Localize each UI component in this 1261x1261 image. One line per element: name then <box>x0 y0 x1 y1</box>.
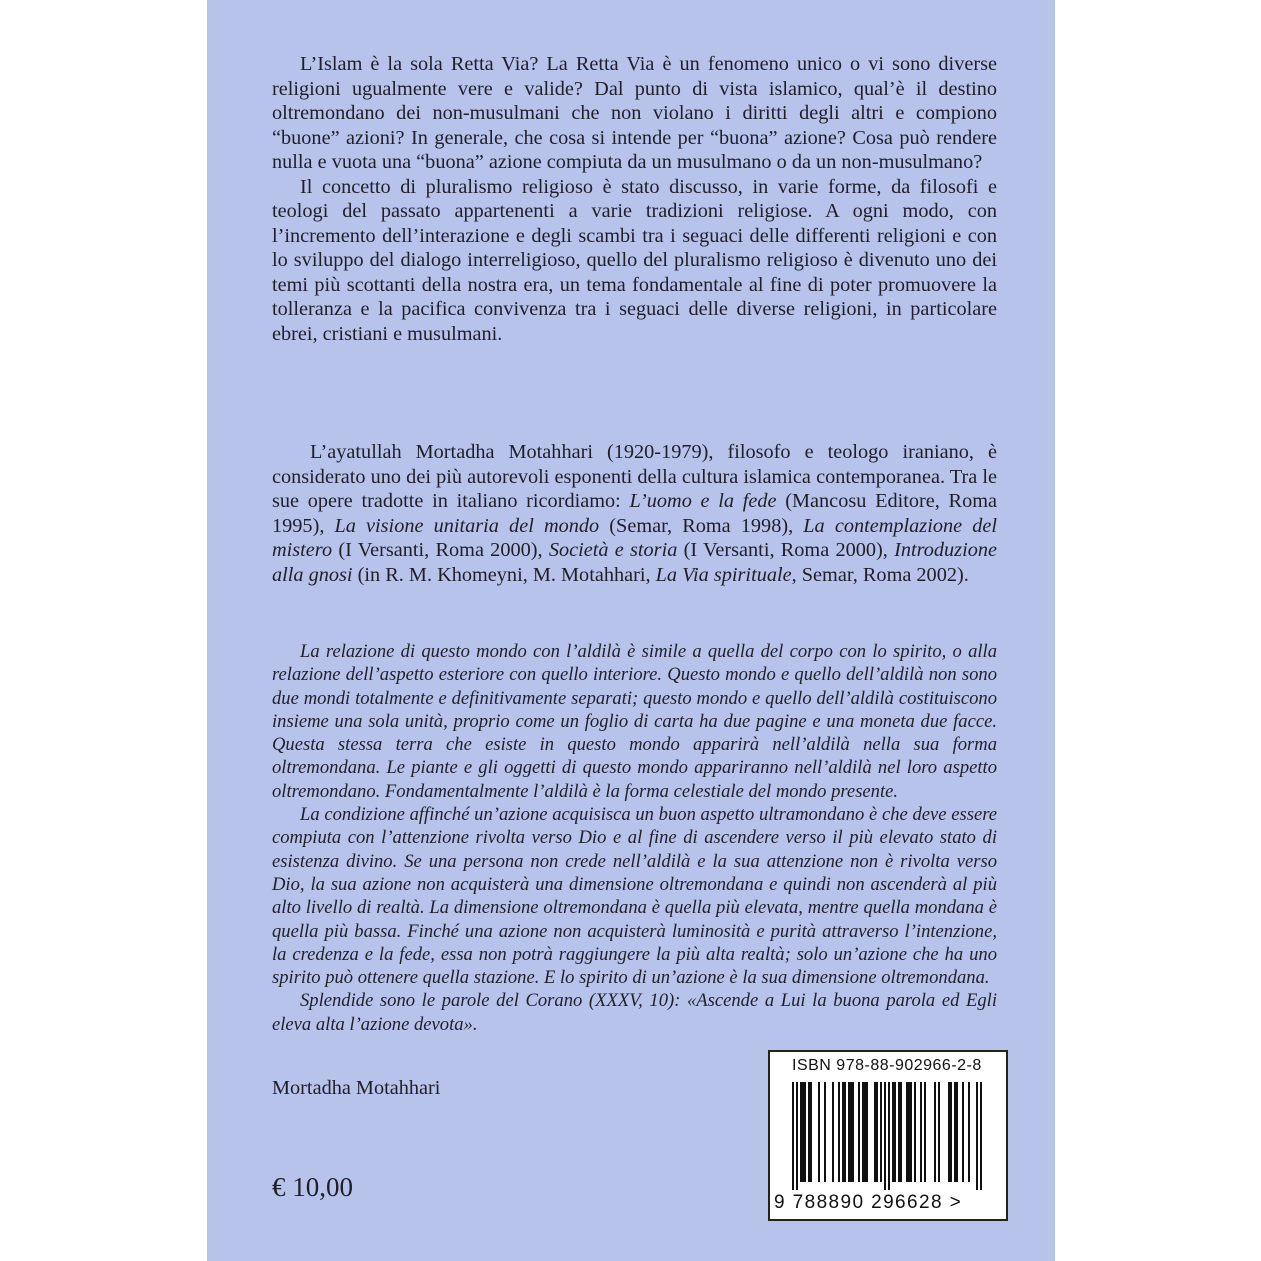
intro-paragraph: Il concetto di pluralismo religioso è stato discusso, in varie forme, da filosofi e teologi del passato appartenenti a varie tradizioni religiose. A ogni modo, con l’incremento dell’interazione e degli scambi tra i seguaci delle differenti religioni e con lo sviluppo del dialogo interreligioso, quello del pluralismo religioso è divenuto uno dei temi più scottanti della nostra era, un tema fondamentale al fine di poter promuovere la tolleranza e la pacifica convivenza tra i seguaci delle diverse religioni, in particolare ebrei, cristiani e musulmani. <box>272 175 997 345</box>
bio-text: , Semar, Roma 2002). <box>791 563 969 586</box>
bio-text: (I Versanti, Roma 2000), <box>332 539 549 561</box>
barcode-bar <box>938 1082 940 1182</box>
back-cover <box>207 0 1055 1261</box>
barcode-bar <box>842 1082 844 1182</box>
book-title: La contemplazione del mistero <box>272 514 997 561</box>
barcode-bar <box>832 1082 834 1182</box>
barcode-bar <box>850 1082 852 1182</box>
barcode-bar <box>848 1082 850 1182</box>
price: € 10,00 <box>272 1172 353 1202</box>
barcode-bar <box>804 1082 806 1182</box>
barcode-bar <box>810 1082 812 1182</box>
barcode-bar <box>894 1082 896 1182</box>
barcode-bar <box>808 1082 810 1182</box>
barcode-bar <box>796 1082 798 1190</box>
barcode-bar <box>884 1082 886 1190</box>
book-title: L’uomo e la fede <box>629 490 777 512</box>
barcode-bar <box>924 1082 926 1182</box>
quote-paragraph: La condizione affinché un’azione acquisisca un buon aspetto ultramondano è che deve essere compiuta con l’attenzione rivolta verso Dio e al fine di ascendere verso il più elevato stato di esistenza divino. Se una persona non crede nell’aldilà e la sua attenzione non è rivolta verso Dio, la sua azione non acquisterà una dimensione oltremondana e quindi non ascenderà al più alto livello di realtà. La dimensione oltremondana è quella più elevata, mentre quella mondana è quella più bassa. Finché una azione non acquisterà luminosità e purità attraverso l’intenzione, la credenza e la fede, essa non potrà raggiungere la più alta realtà; solo un’azione che ha uno spirito può ottenere quella stazione. E lo spirito di un’azione è la sua dimensione oltremondana. <box>272 804 997 989</box>
barcode-bar <box>956 1082 958 1182</box>
barcode-bar <box>802 1082 804 1182</box>
barcode-bar <box>950 1082 952 1182</box>
intro-paragraph: L’Islam è la sola Retta Via? La Retta Via è un fenomeno unico o vi sono diverse religioni ugualmente vere e valide? Dal punto di vista islamico, qual’è il destino oltremondano dei non-musulmani che non violano i diritti degli altri e compiono “buone” azioni? In generale, che cosa si intende per “buona” azione? Cosa può rendere nulla e vuota una “buona” azione compiuta da un musulmano o da un non-musulmano? <box>272 53 997 173</box>
quote-paragraph: La relazione di questo mondo con l’aldilà è simile a quella del corpo con lo spirito, o alla relazione dell’aspetto esteriore con quello interiore. Questo mondo e quello dell’aldilà non sono due mondi totalmente e definitivamente separati; questo mondo e quello dell’aldilà costituiscono insieme una sola unità, proprio come un foglio di carta ha due pagine e una moneta due facce. Questa stessa terra che esiste in questo mondo apparirà nell’aldilà nella sua forma oltremondana. Le piante e gli oggetti di questo mondo appariranno nell’aldilà nel loro aspetto oltremondano. Fondamentalmente l’aldilà è la forma celestiale del mondo presente. <box>272 641 997 802</box>
author-bio <box>272 440 997 587</box>
quote-paragraph: Splendide sono le parole del Corano (XXXV, 10): «Ascende a Lui la buona parola ed Egli eleva alta l’azione devota». <box>272 990 997 1035</box>
barcode-bar <box>792 1082 794 1190</box>
barcode-bar <box>980 1082 982 1190</box>
barcode-bar <box>900 1082 902 1182</box>
book-title: Introduzione alla gnosi <box>272 539 997 586</box>
barcode-bar <box>844 1082 846 1182</box>
bio-paragraph <box>272 440 997 587</box>
barcode-bar <box>862 1082 864 1182</box>
barcode-bar <box>934 1082 936 1182</box>
barcode-bar <box>864 1082 866 1182</box>
bio-text: (I Versanti, Roma 2000), <box>677 539 895 561</box>
bio-text: L’ayatullah Mortadha Motahhari (1920-1979), filosofo e teologo iraniano, è considerato uno dei più autorevoli esponenti della cultura islamica contemporanea. Tra le sue opere tradotte in italiano ricordiamo: <box>272 441 997 512</box>
bio-text: (Semar, Roma 1998), <box>599 514 804 537</box>
isbn-label: ISBN 978-88-902966-2-8 <box>792 1057 982 1074</box>
barcode <box>792 1082 988 1190</box>
book-title: Società e storia <box>548 539 678 561</box>
quote-text <box>272 640 997 1036</box>
bio-text: (in R. M. Khomeyni, M. Motahhari, <box>352 563 656 586</box>
book-title: La Via spirituale <box>655 563 792 586</box>
barcode-bar <box>818 1082 820 1182</box>
barcode-bar <box>888 1082 890 1190</box>
author-name: Mortadha Motahhari <box>272 1077 441 1099</box>
barcode-bar <box>914 1082 916 1182</box>
barcode-bar <box>874 1082 876 1182</box>
intro-text <box>272 52 997 346</box>
barcode-bar <box>824 1082 826 1182</box>
barcode-bar <box>898 1082 900 1182</box>
barcode-bar <box>892 1082 894 1182</box>
bio-text: (Mancosu Editore, Roma 1995), <box>272 490 997 537</box>
barcode-bar <box>920 1082 922 1182</box>
barcode-bar <box>948 1082 950 1182</box>
barcode-bar <box>906 1082 908 1182</box>
barcode-bar <box>876 1082 878 1182</box>
barcode-box <box>768 1050 1008 1221</box>
book-title: La visione unitaria del mondo <box>334 514 600 537</box>
ean-digits: 9 788890 296628 > <box>774 1192 963 1213</box>
barcode-bar <box>866 1082 868 1182</box>
barcode-bar <box>968 1082 970 1182</box>
barcode-bar <box>962 1082 964 1182</box>
barcode-bar <box>908 1082 910 1182</box>
barcode-bar <box>954 1082 956 1182</box>
barcode-bar <box>858 1082 860 1182</box>
barcode-bar <box>838 1082 840 1182</box>
barcode-bar <box>910 1082 912 1182</box>
barcode-bar <box>976 1082 978 1190</box>
barcode-bar <box>800 1082 802 1182</box>
barcode-bar <box>880 1082 882 1182</box>
barcode-bar <box>852 1082 854 1182</box>
